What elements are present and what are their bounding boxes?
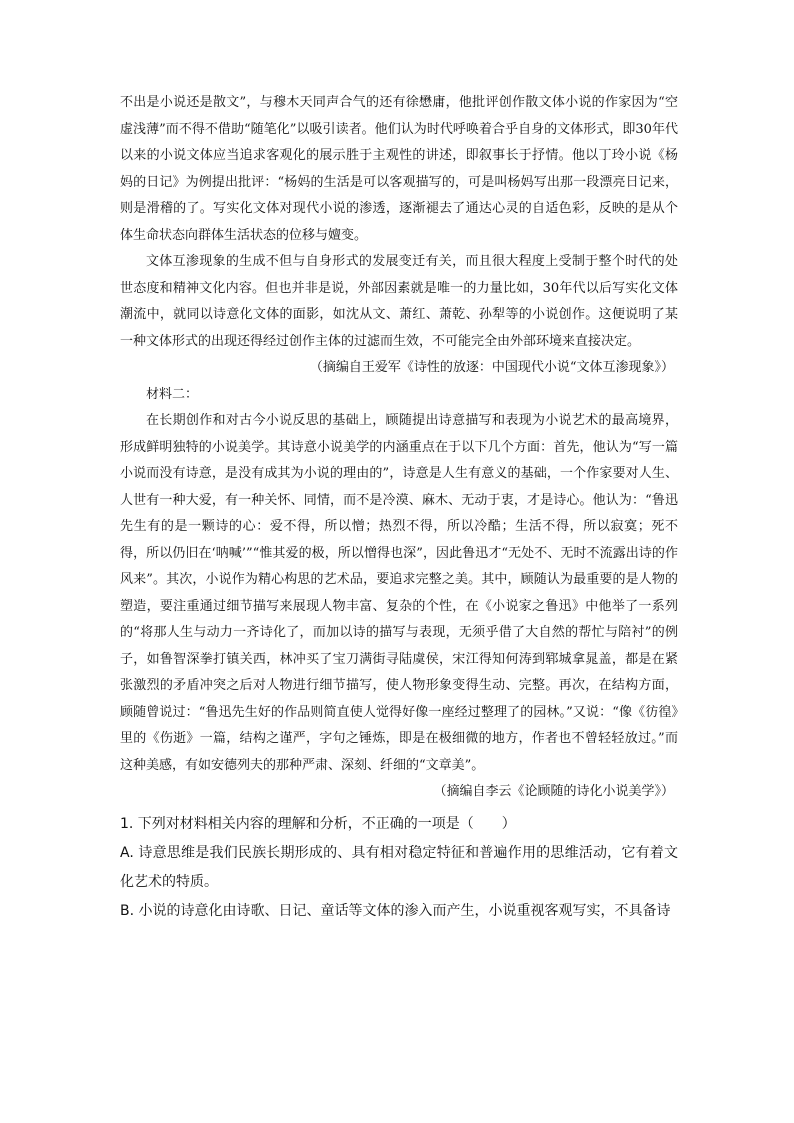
- material-2-label: 材料二：: [146, 386, 199, 402]
- paragraph-1: 不出是小说还是散文”，与穆木天同声合气的还有徐懋庸，他批评创作散文体小说的作家因为“空虚浅薄”而不得不借助“随笔化”以吸引读者。他们认为时代呼唤着合乎自身的文体形式，即30年代以来的小说文体应当追求客观化的展示胜于主观性的讲述，即叙事长于抒情。他以丁玲小说《杨妈的日记》为例提出批评：“杨妈的生活是可以客观描写的，可是叫杨妈写出那一段漂亮日记来，则是滑稽的了。写实化文体对现代小说的渗透，逐渐褪去了通达心灵的自适色彩，反映的是从个体生命状态向群体生活状态的位移与嬗变。: [120, 95, 678, 243]
- question-section: [120, 810, 678, 926]
- material-2-paragraph: 在长期创作和对古今小说反思的基础上，顾随提出诗意描写和表现为小说艺术的最高境界，形成鲜明独特的小说美学。其诗意小说美学的内涵重点在于以下几个方面：首先，他认为“写一篇小说而没有诗意，是没有成其为小说的理由的”，诗意是人生有意义的基础，一个作家要对人生、人世有一种大爱，有一种关怀、同情，而不是冷漠、麻木、无动于衷，才是诗心。他认为：“鲁迅先生有的是一颗诗的心：爱不得，所以憎；热烈不得，所以冷酷；生活不得，所以寂寞；死不得，所以仍旧在‘呐喊’”“惟其爱的极，所以憎得也深”，因此鲁迅才“无处不、无时不流露出诗的作风来”。其次，小说作为精心构思的艺术品，要追求完整之美。其中，顾随认为最重要的是人物的塑造，要注重通过细节描写来展现人物丰富、复杂的个性，在《小说家之鲁迅》中他举了一系列的“将那人生与动力一齐诗化了，而加以诗的描写与表现，无须乎借了大自然的帮忙与陪衬”的例子，如鲁智深拳打镇关西，林冲买了宝刀满街寻陆虞侯，宋江得知何涛到郓城拿晁盖，都是在紧张激烈的矛盾冲突之后对人物进行细节描写，使人物形象变得生动、完整。再次，在结构方面，顾随曾说过：“鲁迅先生好的作品则简直使人觉得好像一座经过整理了的园林。”又说：“像《彷徨》里的《伤逝》一篇，结构之谨严，字句之锤炼，即是在极细微的地方，作者也不曾轻轻放过。”而这种美感，有如安德列夫的那种严肃、深刻、纤细的“文章美”。: [120, 413, 678, 773]
- source-citation-1: （摘编自王爱军《诗性的放逐：中国现代小说“文体互渗现象》）: [309, 360, 674, 375]
- question-1-stem: 1. 下列对材料相关内容的理解和分析，不正确的一项是（ ）: [120, 815, 516, 832]
- paragraph-2: 文体互渗现象的生成不但与自身形式的发展变迁有关，而且很大程度上受制于整个时代的处世态度和精神文化内容。但也并非是说，外部因素就是唯一的力量比如，30年代以后写实化文体潮流中，就同以诗意化文体的面影，如沈从文、萧红、萧乾、孙犁等的小说创作。这便说明了某一种文体形式的出现还得经过创作主体的过滤而生效，不可能完全由外部环境来直接决定。: [120, 254, 678, 349]
- option-a: A. 诗意思维是我们民族长期形成的、具有相对稳定特征和普遍作用的思维活动，它有着文化艺术的特质。: [120, 844, 678, 890]
- option-b: B. 小说的诗意化由诗歌、日记、童话等文体的渗入而产生，小说重视客观写实，不具备诗: [120, 902, 671, 919]
- source-citation-2: （摘编自李云《论顾随的诗化小说美学》）: [433, 784, 674, 799]
- article-body: [120, 90, 678, 926]
